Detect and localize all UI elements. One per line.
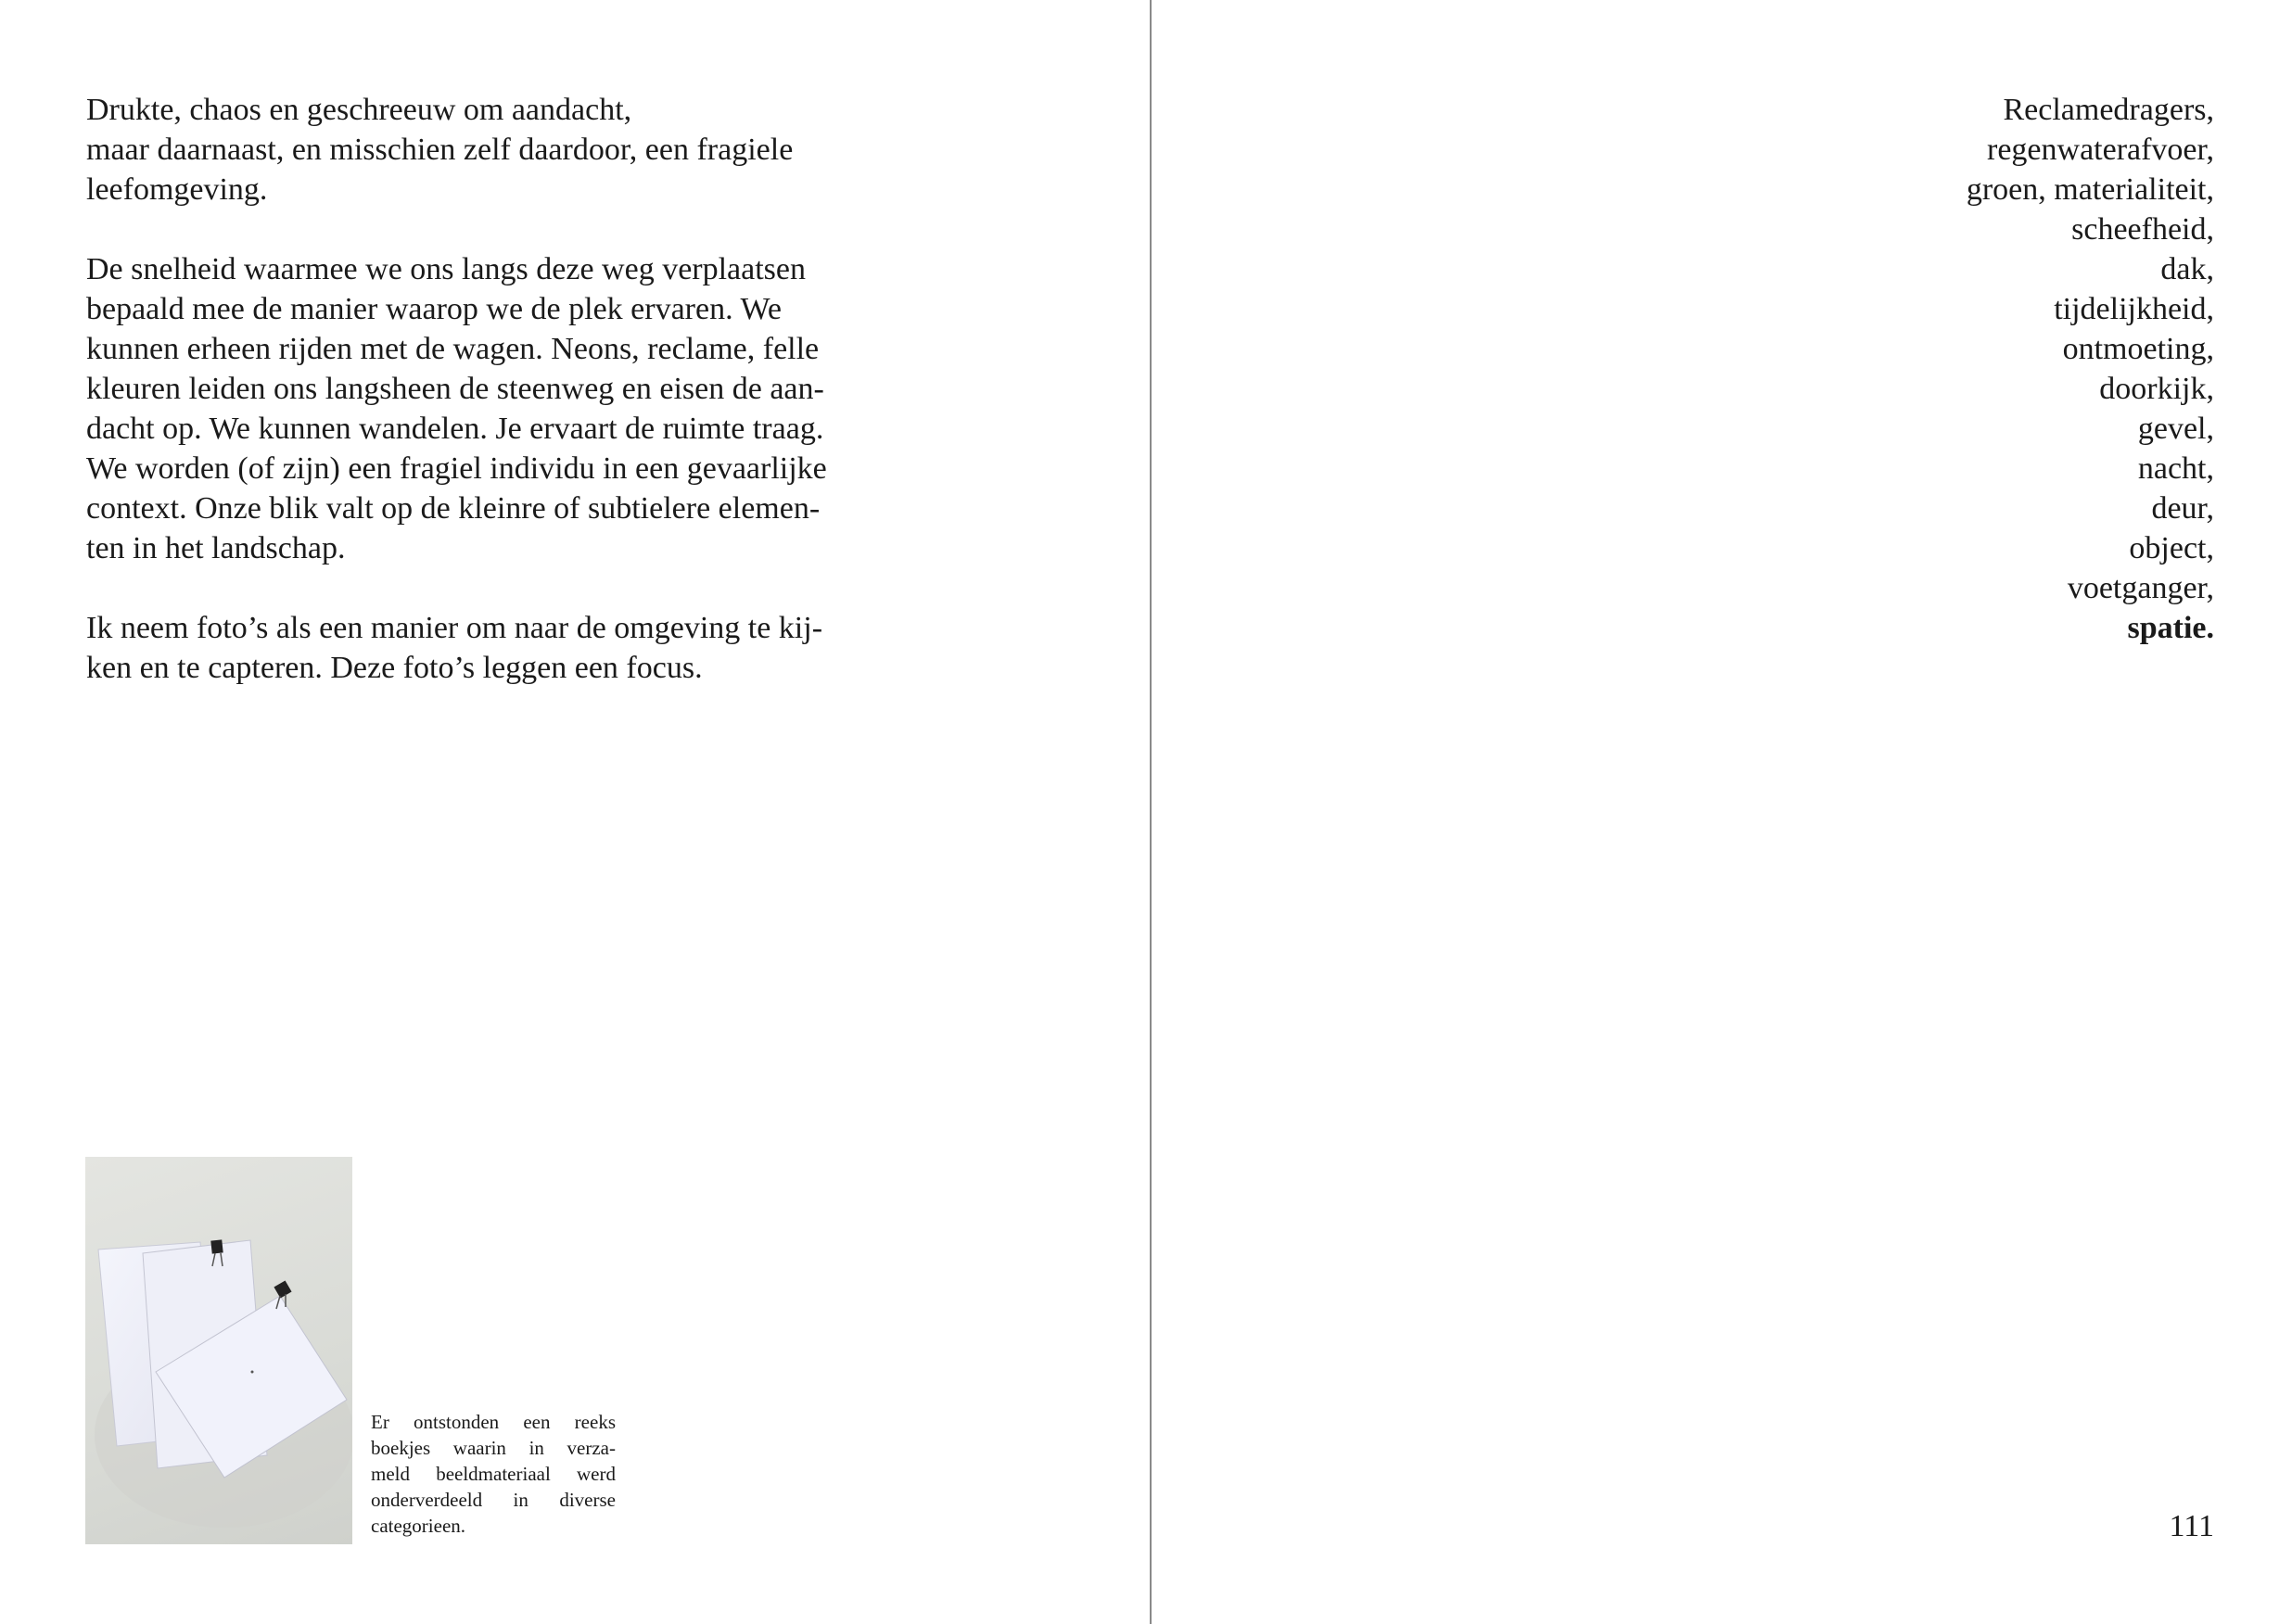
body-text	[86, 90, 867, 728]
keyword: regenwaterafvoer,	[1987, 133, 2214, 167]
keyword: voetganger,	[2067, 571, 2214, 605]
caption-line: onderverdeeld in diverse	[371, 1489, 616, 1511]
keyword: object,	[2129, 531, 2214, 565]
text-line: ken en te capteren. Deze foto’s leggen een focus.	[86, 651, 703, 685]
keyword: doorkijk,	[2099, 372, 2214, 406]
caption-line: meld beeldmateriaal werd	[371, 1463, 616, 1485]
keyword: scheefheid,	[2071, 212, 2214, 247]
text-line: dacht op. We kunnen wandelen. Je ervaart de ruimte traag.	[86, 412, 824, 446]
keyword-list	[1658, 90, 2214, 648]
keyword: deur,	[2151, 491, 2214, 526]
keyword: gevel,	[2137, 412, 2214, 446]
paragraph-3	[86, 608, 867, 688]
text-line: ten in het landschap.	[86, 531, 346, 565]
caption-line: Er ontstonden een reeks	[371, 1411, 616, 1433]
right-page	[1152, 0, 2292, 1624]
caption-line: categorieen.	[371, 1515, 466, 1537]
keyword: nacht,	[2137, 451, 2214, 486]
keyword: tijdelijkheid,	[2054, 292, 2214, 326]
keyword: dak,	[2160, 252, 2214, 286]
text-line: maar daarnaast, en misschien zelf daardoor, een fragiele	[86, 133, 794, 167]
paragraph-2	[86, 249, 867, 568]
text-line: De snelheid waarmee we ons langs deze weg verplaatsen	[86, 252, 807, 286]
keyword: groen, materialiteit,	[1966, 172, 2214, 207]
caption-line: boekjes waarin in verza-	[371, 1437, 616, 1459]
text-line: We worden (of zijn) een fragiel individu in een gevaarlijke	[86, 451, 827, 486]
text-line: context. Onze blik valt op de kleinre of subtielere elemen-	[86, 491, 821, 526]
keyword: Reclamedragers,	[2003, 93, 2214, 127]
booklets-photo	[85, 1157, 352, 1544]
keyword-final: spatie.	[2127, 611, 2214, 645]
page-number: 111	[2169, 1509, 2214, 1543]
paragraph-1	[86, 90, 867, 209]
text-line: kunnen erheen rijden met de wagen. Neons, reclame, felle	[86, 332, 820, 366]
text-line: Ik neem foto’s als een manier om naar de omgeving te kij-	[86, 611, 823, 645]
keyword: ontmoeting,	[2062, 332, 2214, 366]
text-line: leefomgeving.	[86, 172, 268, 207]
text-line: bepaald mee de manier waarop we de plek ervaren. We	[86, 292, 782, 326]
booklets-illustration	[85, 1157, 352, 1544]
text-line: kleuren leiden ons langsheen de steenweg en eisen de aan-	[86, 372, 824, 406]
text-line: Drukte, chaos en geschreeuw om aandacht,	[86, 93, 632, 127]
photo-caption	[371, 1409, 616, 1539]
